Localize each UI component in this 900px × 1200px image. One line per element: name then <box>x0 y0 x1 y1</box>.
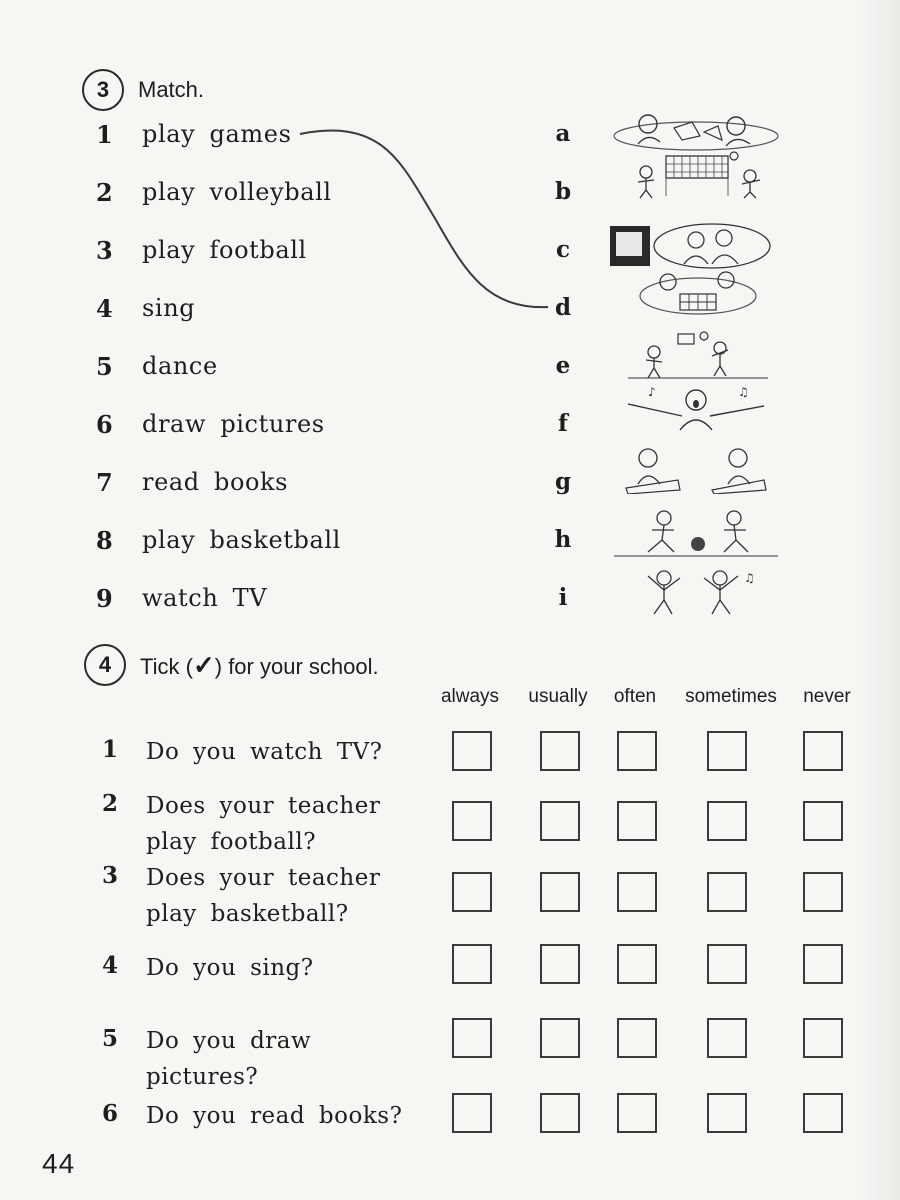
tick-box-usually[interactable] <box>540 731 580 771</box>
tick-box-always[interactable] <box>452 944 492 984</box>
question-number: 2 <box>102 790 119 817</box>
match-item-text: play football <box>142 236 307 264</box>
question-text <box>146 734 436 770</box>
svg-text:♫: ♫ <box>738 385 749 399</box>
match-letter: a <box>555 120 571 147</box>
tick-box-sometimes[interactable] <box>707 1018 747 1058</box>
match-item-text: play basketball <box>142 526 341 554</box>
column-header-sometimes: sometimes <box>685 686 777 707</box>
match-item-text: watch TV <box>142 584 268 612</box>
picture-drawing-icon <box>608 444 784 494</box>
exercise-4-title <box>140 650 379 681</box>
match-letter: i <box>558 584 568 611</box>
picture-football-icon <box>608 508 784 558</box>
match-item-text: dance <box>142 352 218 380</box>
match-item-number: 2 <box>96 177 114 207</box>
match-item-number: 6 <box>96 409 114 439</box>
tick-box-usually[interactable] <box>540 1093 580 1133</box>
match-item-number: 1 <box>96 119 114 149</box>
tick-box-often[interactable] <box>617 1093 657 1133</box>
tick-box-never[interactable] <box>803 944 843 984</box>
tick-box-usually[interactable] <box>540 1018 580 1058</box>
tick-box-often[interactable] <box>617 731 657 771</box>
match-letter: g <box>554 468 572 495</box>
question-line: Do you sing? <box>146 955 314 981</box>
match-letter: h <box>554 526 572 553</box>
picture-chess-icon <box>608 268 784 318</box>
tick-box-never[interactable] <box>803 731 843 771</box>
picture-basketball-icon <box>608 330 784 380</box>
tick-box-sometimes[interactable] <box>707 731 747 771</box>
question-line: Do you watch TV? <box>146 739 383 765</box>
match-item-number: 3 <box>96 235 114 265</box>
question-line: Do you read books? <box>146 1103 403 1129</box>
question-number: 5 <box>102 1025 119 1052</box>
match-item-text: draw pictures <box>142 410 325 438</box>
match-item-number: 5 <box>96 351 114 381</box>
picture-singing-icon <box>608 384 784 434</box>
exercise-4-header <box>84 644 379 686</box>
question-text <box>146 1098 436 1134</box>
svg-text:♪: ♪ <box>648 385 656 399</box>
question-text <box>146 950 436 986</box>
tick-box-never[interactable] <box>803 801 843 841</box>
question-line: Does your teacher <box>146 865 381 891</box>
tick-box-usually[interactable] <box>540 872 580 912</box>
question-number: 6 <box>102 1100 119 1127</box>
match-item-number: 8 <box>96 525 114 555</box>
picture-dancing-icon <box>608 566 784 616</box>
column-header-never: never <box>803 686 851 707</box>
question-text <box>146 860 436 932</box>
match-item-text: read books <box>142 468 289 496</box>
column-header-always: always <box>440 686 500 707</box>
exercise-4-title-before: Tick ( <box>140 653 193 679</box>
match-letter: b <box>554 178 572 205</box>
match-item-text: play volleyball <box>142 178 332 206</box>
question-line: play football? <box>146 829 317 855</box>
match-letter: d <box>554 294 572 321</box>
question-number: 1 <box>102 736 119 763</box>
exercise-4-title-after: ) for your school. <box>214 653 379 679</box>
match-item-number: 7 <box>96 467 114 497</box>
exercise-3-number-badge: 3 <box>82 69 124 111</box>
page-number: 44 <box>42 1148 76 1179</box>
match-item-number: 4 <box>96 293 114 323</box>
tick-box-never[interactable] <box>803 872 843 912</box>
tick-box-always[interactable] <box>452 731 492 771</box>
picture-volleyball-icon <box>608 150 784 200</box>
tick-box-sometimes[interactable] <box>707 872 747 912</box>
svg-text:♫: ♫ <box>744 571 755 585</box>
tick-box-always[interactable] <box>452 1018 492 1058</box>
tick-box-usually[interactable] <box>540 944 580 984</box>
question-text <box>146 788 436 860</box>
match-letter: f <box>558 410 568 437</box>
match-letter: e <box>555 352 571 379</box>
match-letter: c <box>555 236 570 263</box>
tick-box-always[interactable] <box>452 801 492 841</box>
question-number: 3 <box>102 862 119 889</box>
column-header-often: often <box>613 686 657 707</box>
match-item-text: sing <box>142 294 196 322</box>
tick-box-always[interactable] <box>452 872 492 912</box>
tick-box-never[interactable] <box>803 1018 843 1058</box>
exercise-4-number-badge: 4 <box>84 644 126 686</box>
tick-box-never[interactable] <box>803 1093 843 1133</box>
check-mark-icon: ✓ <box>192 649 215 680</box>
picture-games-icon <box>608 106 784 156</box>
tick-box-often[interactable] <box>617 872 657 912</box>
tick-box-often[interactable] <box>617 801 657 841</box>
question-number: 4 <box>102 952 119 979</box>
question-line: Does your teacher <box>146 793 381 819</box>
column-header-usually: usually <box>528 686 588 707</box>
tick-box-sometimes[interactable] <box>707 944 747 984</box>
question-line: Do you draw <box>146 1028 312 1054</box>
tick-box-often[interactable] <box>617 944 657 984</box>
picture-tv-icon <box>608 220 784 270</box>
question-line: pictures? <box>146 1064 259 1090</box>
tick-box-always[interactable] <box>452 1093 492 1133</box>
match-item-number: 9 <box>96 583 114 613</box>
tick-box-sometimes[interactable] <box>707 1093 747 1133</box>
question-line: play basketball? <box>146 901 349 927</box>
tick-box-sometimes[interactable] <box>707 801 747 841</box>
tick-box-often[interactable] <box>617 1018 657 1058</box>
match-item-text: play games <box>142 120 292 148</box>
tick-box-usually[interactable] <box>540 801 580 841</box>
exercise-3-title: Match. <box>138 77 205 102</box>
question-text <box>146 1023 436 1095</box>
